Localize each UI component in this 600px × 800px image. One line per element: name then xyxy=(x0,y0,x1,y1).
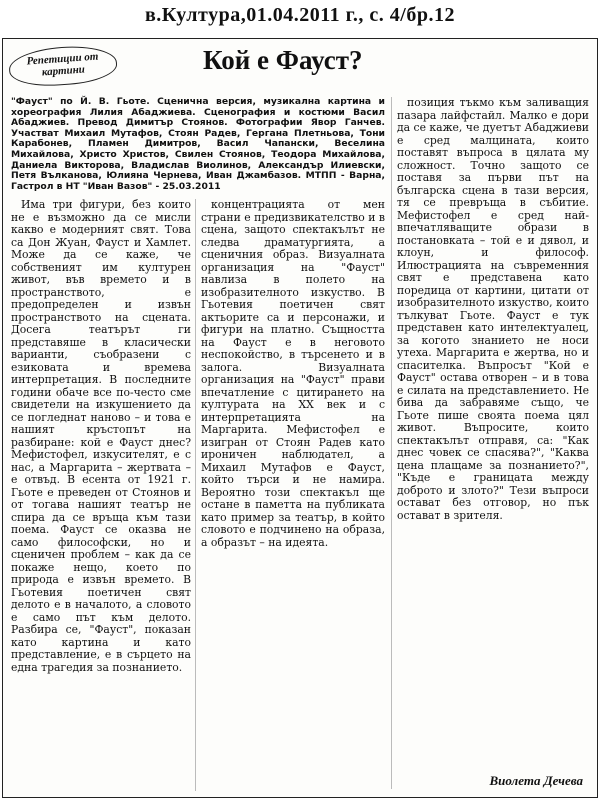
author-signature: Виолета Дечева xyxy=(489,773,583,788)
column-3-text: позиция тъкмо към заливащия пазара лайфстайл. Малко е дори да се каже, че дуетът Абаджиеви е сред малцината, които поставят въпроса в цялата му сложност. Точно защото се поставя за първи път на българска сцена в тази версия, тя се превръща в събитие. Мефистофел е сред най-впечатляващите образи в постановката – той е и дявол, и клоун, и философ. Илюстрацията на съвременния свят е представена като поредица от картини, цитати от изобразителното изкуство, които тълкуват Гьоте. Фауст е тук представен като интелектуалец, за когото знанието не носи утеха. Маргарита е жертва, но и спасителка. Въпросът "Кой е Фауст" остава отворен – и в това е силата на представлението. Не бива да забравяме също, че Гьоте пише своята поема цял живот. Въпросите, които спектакълът отправя, са: "Как днес човек се спасява?", "Каква цена плащаме за познанието?", "Къде е границата между доброто и злото?" Тези въпроси остават без отговор, но пък остават в зрителя. xyxy=(397,97,589,522)
column-divider xyxy=(195,199,196,791)
column-1-text: Има три фигури, без които не е възможно да се мисли какво е модерният свят. Това са Дон Жуан, Фауст и Хамлет. Може да се каже, че собственият им културен живот, във времето и в пространството, е предопределен и извън пространството на сцената. Досега театърът ги представяше в класически варианти, съобразени с езиковата и времева интерпретация. В последните години обаче все по-често сме свидетели на изкушението да се погледнат наново – и това е нашият кръстопът на разбиране: кой е Фауст днес? Мефистофел, изкусителят, е с нас, а Маргарита – жертвата – е отвъд. В есента от 1921 г. Гьоте е преведен от Стоянов и от тогава нашият театър не спира да се връща към тази поема. Фауст се оказва не само философски, но и сценичен проблем – как да се покаже нещо, което по природа е извън времето. В Гьотевия поетичен свят делото е в началото, а словото е само път към делото. Разбира се, "Фауст", показан като картина и като представление, е в сърцето на една трагедия за познанието. xyxy=(11,199,191,674)
article-column-2 xyxy=(201,199,385,791)
column-2-text: концентрацията от мен страни е предизвикателство и в сцена, защото спектакълът не следва драматургията, а сценичния образ. Визуалната организация на "Фауст" навлиза в полето на изобразителното изкуство. В Гьотевия поетичен свят актьорите са и персонажи, и фигури на платно. Същността на Фауст е в неговото неспокойство, в търсенето и в залога. Визуалната организация на "Фауст" прави впечатление с цитирането на културата на XX век и с интерпретацията на Маргарита. Мефистофел е изигран от Стоян Радев като ироничен наблюдател, а Михаил Мутафов е Фауст, който търси и не намира. Вероятно този спектакъл ще остане в паметта на публиката като пример за театър, в който словото е подчинено на образа, а образът – на идеята. xyxy=(201,199,385,549)
publication-source: в.Култура,01.04.2011 г., с. 4/бр.12 xyxy=(145,4,455,26)
article-column-1 xyxy=(11,199,191,791)
production-credits: "Фауст" по Й. В. Гьоте. Сценична версия, музикална картина и хореография Лилия Абаджиева. Сценография и костюми Васил Абаджиев. Превод Димитър Стоянов. Фотографии Явор Ганчев. Участват Михаил Мутафов, Стоян Радев, Гергана Плетньова, Тони Карабонев, Пламен Димитров, Васил Чапански, Веселина Михайлова, Христо Христов, Свилен Стоянов, Теодора Михайлова, Даниела Викторова, Владислав Виолинов, Александър Илиевски, Петя Вълканова, Юлияна Чернева, Иван Джамбазов. МТПП - Варна, Гастрол в НТ "Иван Вазов" - 25.03.2011 xyxy=(11,96,385,192)
rubric-logo: Репетиции от картини xyxy=(8,43,118,88)
article-headline: Кой е Фауст? xyxy=(203,45,363,75)
newspaper-clipping xyxy=(2,38,598,798)
article-column-3 xyxy=(397,97,589,769)
column-divider xyxy=(391,97,392,789)
